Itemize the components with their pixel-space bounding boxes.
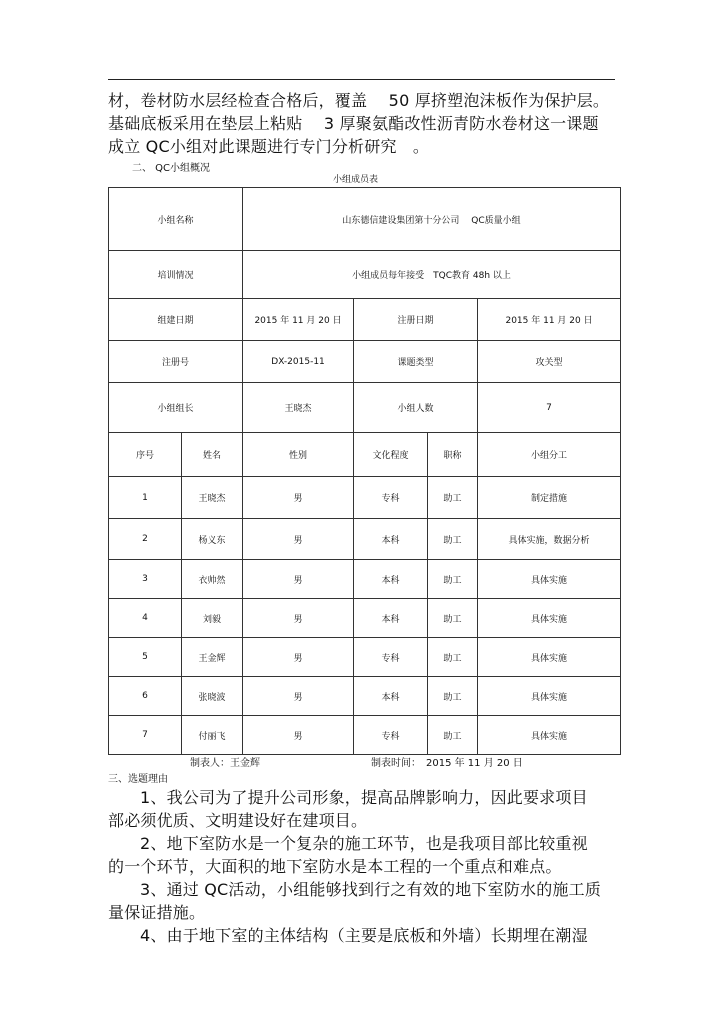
member-gender: 男: [243, 716, 354, 755]
registration-row: [109, 341, 621, 383]
member-education: 本科: [354, 599, 428, 638]
registered-label: 注册日期: [354, 299, 478, 341]
founded-value: 2015 年 11 月 20 日: [243, 299, 354, 341]
member-header-row: [109, 433, 621, 477]
member-role: 具体实施: [478, 638, 621, 677]
reason-2-line-2: 的一个环节，大面积的地下室防水是本工程的一个重点和难点。: [108, 857, 562, 876]
member-name: 衣帅然: [182, 560, 243, 599]
reason-1-line-2: 部必须优质、文明建设好在建项目。: [108, 811, 368, 830]
member-title: 助工: [428, 716, 478, 755]
leader-row: [109, 383, 621, 433]
table-row: [109, 638, 621, 677]
member-title: 助工: [428, 477, 478, 519]
member-gender: 男: [243, 677, 354, 716]
table-caption: 小组成员表: [333, 175, 379, 185]
header-cell: 姓名: [182, 433, 243, 477]
table-row: [109, 519, 621, 560]
header-cell: 职称: [428, 433, 478, 477]
reg-no-label: 注册号: [109, 341, 243, 383]
member-gender: 男: [243, 638, 354, 677]
member-education: 本科: [354, 677, 428, 716]
member-name: 刘毅: [182, 599, 243, 638]
member-gender: 男: [243, 599, 354, 638]
member-education: 专科: [354, 638, 428, 677]
count-label: 小组人数: [354, 383, 478, 433]
member-gender: 男: [243, 519, 354, 560]
table-row: [109, 560, 621, 599]
group-name-label: 小组名称: [109, 188, 243, 251]
table-maker: 制表人：王金辉: [190, 758, 260, 769]
member-role: 制定措施: [478, 477, 621, 519]
member-gender: 男: [243, 560, 354, 599]
member-role: 具体实施: [478, 560, 621, 599]
member-no: 7: [109, 716, 182, 755]
member-name: 付丽飞: [182, 716, 243, 755]
member-role: 具体实施: [478, 599, 621, 638]
reason-2-line-1: 2、地下室防水是一个复杂的施工环节，也是我项目部比较重视: [140, 834, 588, 853]
reason-3-line-1: 3、通过 QC活动，小组能够找到行之有效的地下室防水的施工质: [140, 880, 602, 899]
reason-1-line-1: 1、我公司为了提升公司形象，提高品牌影响力，因此要求项目: [140, 788, 588, 807]
header-cell: 小组分工: [478, 433, 621, 477]
table-row: [109, 477, 621, 519]
table-row: [109, 716, 621, 755]
intro-line-3: 成立 QC小组对此课题进行专门分析研究 。: [108, 137, 430, 156]
member-title: 助工: [428, 677, 478, 716]
member-name: 王晓杰: [182, 477, 243, 519]
member-education: 专科: [354, 477, 428, 519]
table-row: [109, 677, 621, 716]
leader-value: 王晓杰: [243, 383, 354, 433]
table-row: [109, 599, 621, 638]
topic-type-value: 攻关型: [478, 341, 621, 383]
member-name: 杨义东: [182, 519, 243, 560]
member-no: 5: [109, 638, 182, 677]
header-cell: 序号: [109, 433, 182, 477]
intro-line-1: 材，卷材防水层经检查合格后，覆盖 50 厚挤塑泡沫板作为保护层。: [108, 91, 610, 110]
topic-type-label: 课题类型: [354, 341, 478, 383]
member-role: 具体实施: [478, 677, 621, 716]
member-title: 助工: [428, 599, 478, 638]
member-name: 王金辉: [182, 638, 243, 677]
member-role: 具体实施: [478, 716, 621, 755]
reason-3-line-2: 量保证措施。: [108, 903, 206, 922]
group-name-row: [109, 188, 621, 251]
reason-4-line-1: 4、由于地下室的主体结构（主要是底板和外墙）长期埋在潮湿: [140, 926, 588, 945]
dates-row: [109, 299, 621, 341]
member-no: 3: [109, 560, 182, 599]
member-education: 专科: [354, 716, 428, 755]
section-2-heading: 二、 QC小组概况: [132, 163, 211, 174]
member-name: 张晓波: [182, 677, 243, 716]
training-value: 小组成员每年接受 TQC教育 48h 以上: [243, 251, 621, 299]
training-label: 培训情况: [109, 251, 243, 299]
member-no: 6: [109, 677, 182, 716]
member-no: 4: [109, 599, 182, 638]
member-title: 助工: [428, 638, 478, 677]
member-role: 具体实施，数据分析: [478, 519, 621, 560]
header-cell: 文化程度: [354, 433, 428, 477]
section-3-heading: 三、选题理由: [108, 774, 168, 785]
leader-label: 小组组长: [109, 383, 243, 433]
group-member-table: [108, 187, 621, 755]
member-no: 1: [109, 477, 182, 519]
reg-no-value: DX-2015-11: [243, 341, 354, 383]
top-rule: [108, 79, 615, 80]
member-no: 2: [109, 519, 182, 560]
group-name-value: 山东德信建设集团第十分公司 QC质量小组: [243, 188, 621, 251]
count-value: 7: [478, 383, 621, 433]
founded-label: 组建日期: [109, 299, 243, 341]
header-cell: 性别: [243, 433, 354, 477]
member-education: 本科: [354, 560, 428, 599]
member-title: 助工: [428, 519, 478, 560]
member-gender: 男: [243, 477, 354, 519]
member-education: 本科: [354, 519, 428, 560]
registered-value: 2015 年 11 月 20 日: [478, 299, 621, 341]
training-row: [109, 251, 621, 299]
intro-line-2: 基础底板采用在垫层上粘贴 3 厚聚氨酯改性沥青防水卷材这一课题: [108, 114, 599, 133]
table-made-time: 制表时间： 2015 年 11 月 20 日: [371, 758, 523, 769]
member-title: 助工: [428, 560, 478, 599]
